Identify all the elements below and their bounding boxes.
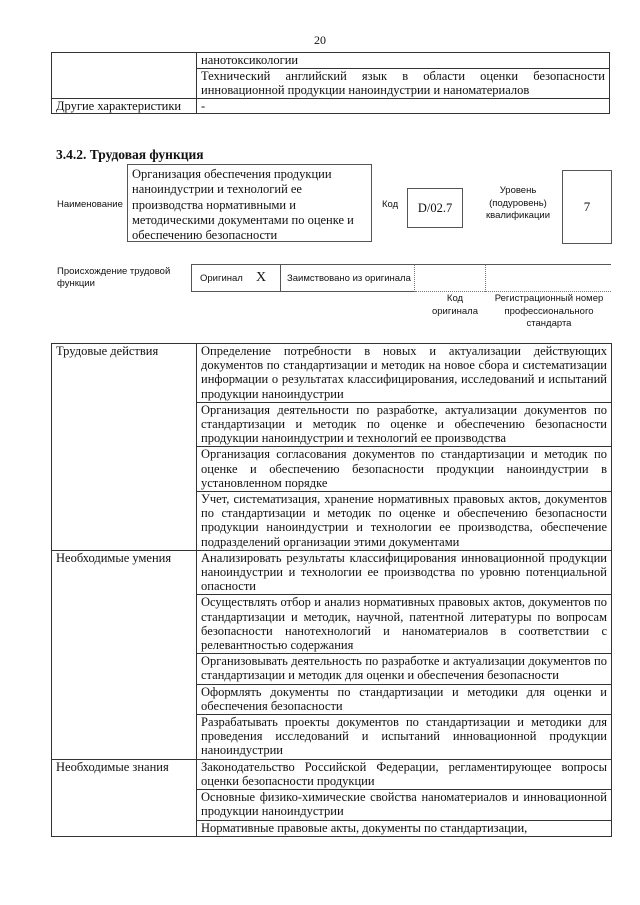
function-name: Организация обеспечения продукции наноиндустрии и технологий ее производства нормативными и методическими документами по оценке и обеспечению безопасности — [127, 164, 372, 242]
origin-boxes — [191, 264, 611, 292]
borrowed-box — [281, 264, 415, 292]
section-heading: 3.4.2. Трудовая функция — [56, 147, 204, 162]
table-cell: - — [197, 98, 610, 114]
original-code-box — [415, 264, 485, 292]
code-original-caption: Код оригинала — [431, 293, 478, 317]
knowledge-item: Нормативные правовые акты, документы по стандартизации, — [197, 820, 612, 836]
level-label: Уровень (подуровень) квалификации — [485, 185, 551, 221]
function-code: D/02.7 — [407, 188, 463, 228]
skill-item: Организовывать деятельность по разработке и актуализации документов по стандартизации и методик для оценки и обеспечения безопасности — [197, 654, 612, 684]
function-details-table — [51, 343, 612, 837]
labor-actions-label: Трудовые действия — [52, 344, 197, 551]
empty-cell — [52, 53, 197, 99]
reg-number-caption: Регистрационный номер профессионального стандарта — [494, 293, 604, 329]
table-row — [52, 98, 610, 114]
original-box — [191, 264, 281, 292]
table-row — [52, 344, 612, 403]
name-label: Наименование — [57, 199, 123, 210]
row-label: Другие характеристики — [52, 98, 197, 114]
table-row — [52, 759, 612, 789]
knowledge-item: Законодательство Российской Федерации, регламентирующее вопросы оценки безопасности продукции — [197, 759, 612, 789]
labor-action-item: Учет, систематизация, хранение нормативных правовых актов, документов по стандартизации и методик по оценке и обеспечению безопасности продукции наноиндустрии и технологии ее производства, обеспечение подразделений организации этими документами — [197, 492, 612, 551]
skill-item: Оформлять документы по стандартизации и методики для оценки и обеспечения безопасности — [197, 684, 612, 714]
previous-characteristics-table — [51, 52, 610, 114]
knowledge-item: Основные физико-химические свойства наноматериалов и инновационной продукции наноиндустрии — [197, 790, 612, 820]
page-number: 20 — [314, 33, 326, 47]
table-row — [52, 550, 612, 595]
borrowed-label: Заимствовано из оригинала — [287, 273, 411, 284]
code-label: Код — [382, 199, 399, 210]
labor-action-item: Определение потребности в новых и актуализации действующих документов по стандартизации и методик на новое сбора и систематизации информации о результатах классифицирования, исследований и испытаний продукции наноиндустрии — [197, 344, 612, 403]
original-label: Оригинал — [200, 273, 243, 284]
labor-action-item: Организация деятельности по разработке, актуализации документов по стандартизации и методик по оценке и обеспечению безопасности продукции наноиндустрии и технологий ее производства — [197, 402, 612, 447]
skill-item: Анализировать результаты классифицирования инновационной продукции наноиндустрии и технологии ее производства по уровню потенциальной опасности — [197, 550, 612, 595]
knowledge-label: Необходимые знания — [52, 759, 197, 836]
labor-action-item: Организация согласования документов по стандартизации и методик по оценке и обеспечению безопасности продукции наноиндустрии в установленном порядке — [197, 447, 612, 492]
skill-item: Осуществлять отбор и анализ нормативных правовых актов, документов по стандартизации и методик, научной, патентной литературы по вопросам безопасности нанотехнологий и наноматериалов в соответствии с релевантностью содержания — [197, 595, 612, 654]
origin-label: Происхождение трудовой функции — [57, 266, 171, 289]
table-cell: нанотоксикологии — [197, 53, 610, 69]
reg-number-box — [485, 264, 611, 292]
original-mark: X — [256, 270, 267, 285]
skill-item: Разрабатывать проекты документов по стандартизации и методики для проведения исследований и испытаний инновационной продукции наноиндустрии — [197, 715, 612, 760]
table-row — [52, 53, 610, 69]
table-cell: Технический английский язык в области оценки безопасности инновационной продукции наноиндустрии и наноматериалов — [197, 68, 610, 98]
skills-label: Необходимые умения — [52, 550, 197, 759]
qualification-level: 7 — [562, 170, 612, 244]
